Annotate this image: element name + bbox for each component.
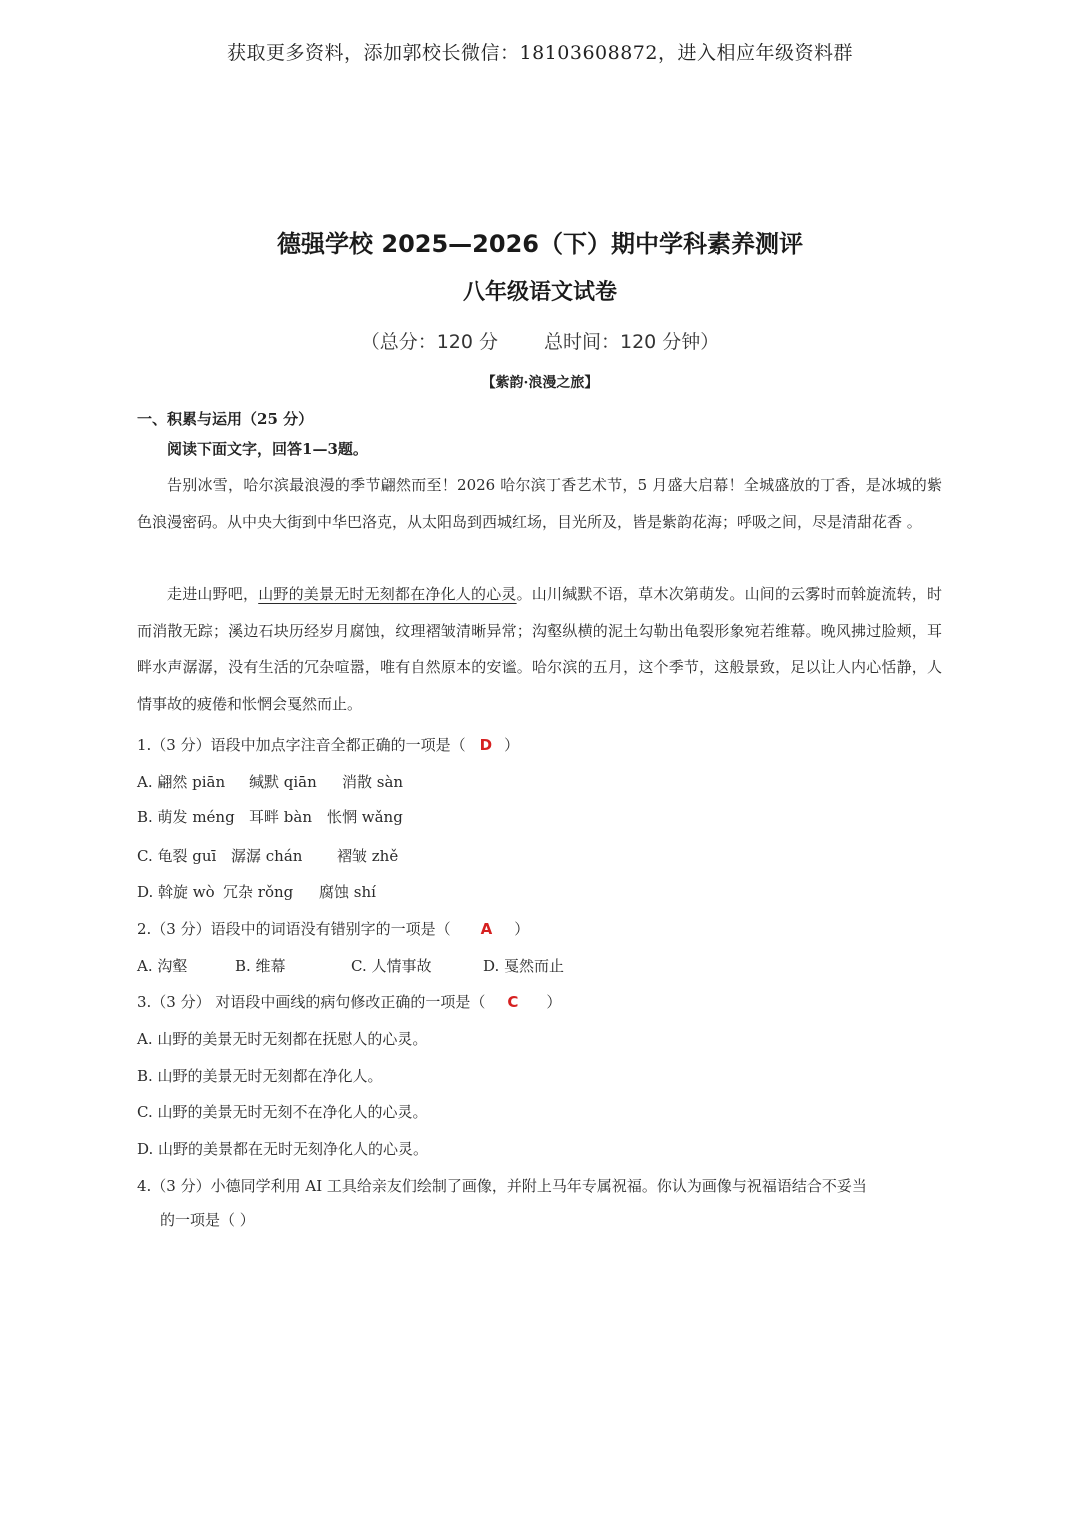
wechat-banner: 获取更多资料，添加郭校长微信：18103608872，进入相应年级资料群: [227, 42, 853, 64]
question-1-answer: D: [479, 736, 493, 754]
passage-p2-rest: 。山川缄默不语，草木次第萌发。山间的云雾时而斡旋流转，时而消散无踪；溪边石块历经岁月腐蚀，纹理褶皱清晰异常；沟壑纵横的泥土勾勒出龟裂形象宛若维幕。晚风拂过脸颊，耳畔水声潺潺，没有生活的冗杂喧嚣，唯有自然原本的安谧。哈尔滨的五月，这个季节，这般景致，足以让人内心恬静，人情事故的疲倦和怅惘会戛然而止。: [137, 585, 942, 713]
question-4-stem-line2: 的一项是（ ）: [160, 1211, 255, 1229]
q3-option-d: D. 山野的美景都在无时无刻净化人的心灵。: [137, 1140, 429, 1158]
q2-options: [137, 955, 564, 976]
question-1-stem: [137, 734, 519, 755]
q3-option-c: C. 山野的美景无时无刻不在净化人的心灵。: [137, 1103, 428, 1121]
question-3-stem: [137, 991, 561, 1012]
exam-meta: [0, 327, 1080, 354]
q1-d-3: 腐蚀 shí: [319, 883, 376, 901]
q2-option-b: B. 维幕: [235, 957, 286, 975]
q1-b-3: 怅惘 wǎng: [327, 808, 403, 826]
q2-option-d: D. 戛然而止: [483, 957, 565, 975]
q2-option-a: A. 沟壑: [137, 957, 188, 975]
q3-option-a: A. 山野的美景无时无刻都在抚慰人的心灵。: [137, 1030, 428, 1048]
passage-paragraph-1: 告别冰雪，哈尔滨最浪漫的季节翩然而至！2026 哈尔滨丁香艺术节，5 月盛大启幕！全城盛放的丁香，是冰城的紫色浪漫密码。从中央大街到中华巴洛克，从太阳岛到西城红场，目光所及，皆是紫韵花海；呼吸之间，尽是清甜花香 。: [137, 476, 942, 531]
q1-a-2: 缄默 qiān: [249, 773, 317, 791]
question-2-close: ）: [514, 920, 530, 938]
question-3-answer: C: [507, 993, 519, 1011]
total-score: （总分：120 分: [360, 331, 498, 353]
question-1-text: 1.（3 分）语段中加点字注音全都正确的一项是（: [137, 736, 466, 754]
exam-title: 德强学校 2025—2026（下）期中学科素养测评: [277, 230, 803, 258]
q1-a-1: A. 翩然 piān: [137, 773, 226, 791]
q1-c-1: C. 龟裂 guī: [137, 847, 217, 865]
underlined-sentence: 山野的美景无时无刻都在净化人的心灵: [258, 585, 517, 603]
section-heading: 一、积累与运用（25 分）: [137, 410, 314, 428]
q1-d-2: 冗杂 rǒng: [223, 883, 294, 901]
question-4-stem: 4.（3 分）小德同学利用 AI 工具给亲友们绘制了画像，并附上马年专属祝福。你认为画像与祝福语结合不妥当: [137, 1177, 867, 1195]
q1-option-d: [137, 881, 376, 902]
theme-label: 【紫韵·浪漫之旅】: [481, 375, 599, 391]
q1-c-2: 潺潺 chán: [231, 847, 303, 865]
question-1-close: ）: [504, 736, 520, 754]
q1-option-b: [137, 806, 403, 827]
question-3-text: 3.（3 分） 对语段中画线的病句修改正确的一项是（: [137, 993, 486, 1011]
question-3-close: ）: [546, 993, 562, 1011]
q2-option-c: C. 人情事故: [351, 957, 432, 975]
q1-b-2: 耳畔 bàn: [249, 808, 312, 826]
q1-option-a: [137, 771, 403, 792]
question-2-text: 2.（3 分）语段中的词语没有错别字的一项是（: [137, 920, 451, 938]
reading-instruction: 阅读下面文字，回答1—3题。: [167, 440, 368, 458]
question-2-answer: A: [480, 920, 493, 938]
passage-p2-start: 走进山野吧，: [167, 585, 259, 603]
q1-d-1: D. 斡旋 wò: [137, 883, 215, 901]
q1-option-c: [137, 845, 398, 866]
exam-subtitle: 八年级语文试卷: [462, 280, 617, 305]
q1-c-3: 褶皱 zhě: [337, 847, 399, 865]
total-time: 总时间：120 分钟）: [544, 331, 720, 353]
q1-a-3: 消散 sàn: [342, 773, 404, 791]
question-2-stem: [137, 918, 529, 939]
q3-option-b: B. 山野的美景无时无刻都在净化人。: [137, 1067, 383, 1085]
q1-b-1: B. 萌发 méng: [137, 808, 235, 826]
passage-paragraph-2: [137, 576, 942, 722]
